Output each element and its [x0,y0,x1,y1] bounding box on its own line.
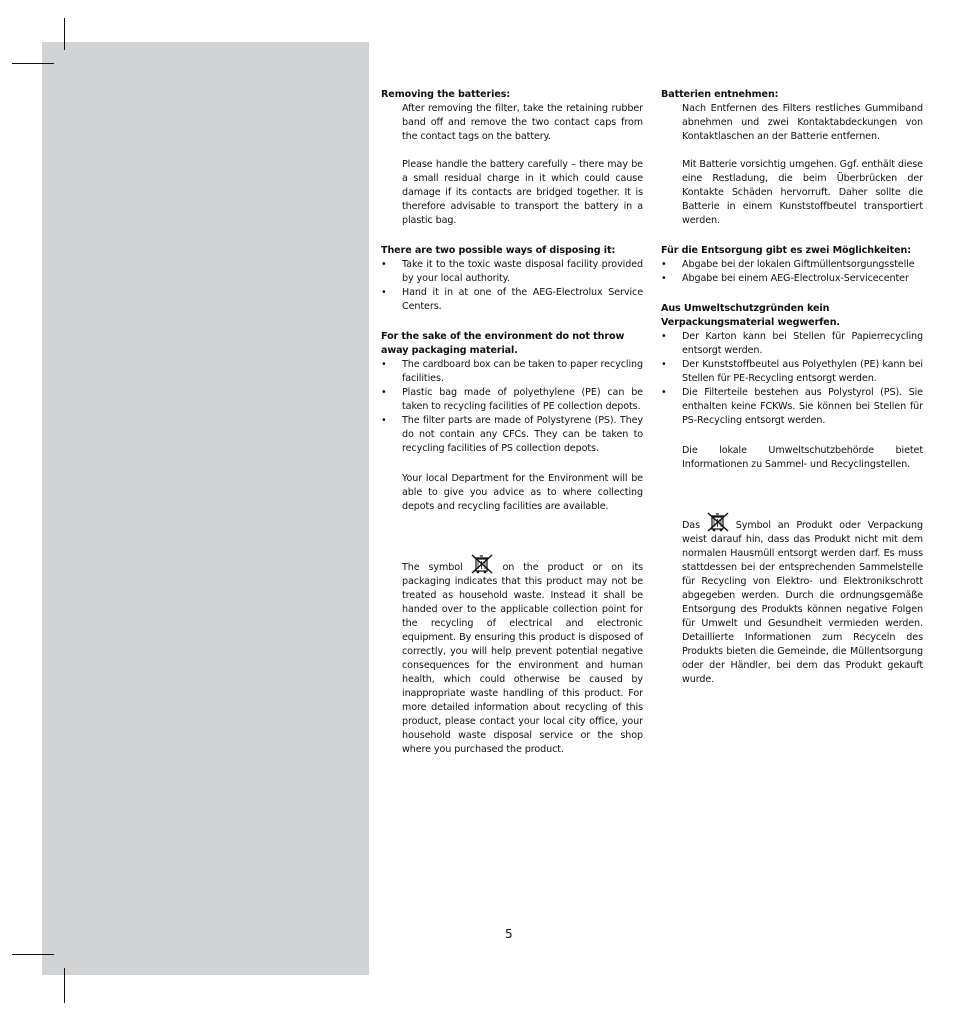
en-environment-paragraph: Your local Department for the Environment will be able to give you advice as to where collecting depots and recycling facilities are available. [402,473,643,512]
bullet-icon: • [661,387,667,398]
de-battery-paragraph-2: Mit Batterie vorsichtig umgehen. Ggf. enthält diese eine Restladung, die beim Überbrücken der Kontakte Schäden hervorruft. Daher sollte die Batterie in einem Kunststoffbeutel transportiert werden. [682,159,923,226]
en-environment-heading: For the sake of the environment do not throw away packaging material. [381,331,625,356]
list-item: • The filter parts are made of Polystyrene (PS). They do not contain any CFCs. They can be taken to recycling facilities of PS collection depots. [381,415,643,454]
bullet-icon: • [381,259,387,270]
en-environment-list [381,358,643,456]
en-dispose-heading: There are two possible ways of disposing it: [381,245,616,256]
crop-mark-top-vertical [64,18,65,50]
en-symbol-paragraph: The symbol on the product or on its packaging indicates that this product may not be treated as household waste. Instead it shall be handed over to the applicable collection point for the recycling of electrical and electronic equipment. By ensuring this product is disposed of correctly, you will help prevent potential negative consequences for the environment and human health, which could otherwise be caused by inappropriate waste handling of this product. For more detailed information about recycling of this product, please contact your local city office, your household waste disposal service or the shop where you purchased the product. [402,554,643,757]
crossed-out-wheelie-bin-icon [471,554,493,574]
en-battery-paragraph-1: After removing the filter, take the retaining rubber band off and remove the two contact caps from the contact tags on the battery. [402,103,643,142]
crop-mark-top-horizontal [12,63,54,64]
list-item: • Abgabe bei einem AEG-Electrolux-Servicecenter [661,273,909,284]
bullet-icon: • [661,331,667,342]
de-dispose-list [661,258,923,286]
english-column [381,88,643,757]
en-battery-heading: Removing the batteries: [381,89,511,100]
en-dispose-list [381,258,643,314]
list-item: • Plastic bag made of polyethylene (PE) can be taken to recycling facilities of PE collection depots. [381,387,643,412]
bullet-icon: • [381,359,387,370]
list-item: • The cardboard box can be taken to paper recycling facilities. [381,359,643,384]
de-dispose-heading: Für die Entsorgung gibt es zwei Möglichkeiten: [661,245,911,256]
list-item: • Abgabe bei der lokalen Giftmüllentsorgungsstelle [661,259,915,270]
crop-mark-bottom-horizontal [12,954,54,955]
de-environment-heading: Aus Umweltschutzgründen kein Verpackungsmaterial wegwerfen. [661,303,840,328]
page-number: 5 [505,927,513,941]
crossed-out-wheelie-bin-icon [707,512,729,532]
gray-side-panel [42,42,369,975]
list-item: • Hand it in at one of the AEG-Electrolux Service Centers. [381,287,643,312]
list-item: • Der Kunststoffbeutel aus Polyethylen (PE) kann bei Stellen für PE-Recycling entsorgt werden. [661,359,923,384]
list-item: • Take it to the toxic waste disposal facility provided by your local authority. [381,259,643,284]
bullet-icon: • [661,259,667,270]
de-symbol-paragraph: Das Symbol an Produkt oder Verpackung weist darauf hin, dass das Produkt nicht mit dem normalen Hausmüll entsorgt werden darf. Es muss stattdessen bei der entsprechenden Sammelstelle für Recycling von Elektro- und Elektronikschrott abgegeben werden. Durch die ordnungsgemäße Entsorgung des Produkts können negative Folgen für Umwelt und Gesundheit vermieden werden. Detaillierte Informationen zum Recyceln des Produkts bieten die Gemeinde, die Müllentsorgung oder der Händler, bei dem das Produkt gekauft wurde. [682,512,923,687]
german-column [661,88,923,687]
bullet-icon: • [661,273,667,284]
de-battery-heading: Batterien entnehmen: [661,89,779,100]
de-battery-paragraph-1: Nach Entfernen des Filters restliches Gummiband abnehmen und zwei Kontaktabdeckungen von Kontaktlaschen an der Batterie entfernen. [682,103,923,142]
en-battery-paragraph-2: Please handle the battery carefully – there may be a small residual charge in it which could cause damage if its contacts are bridged together. It is therefore advisable to transport the battery in a plastic bag. [402,159,643,226]
de-environment-paragraph: Die lokale Umweltschutzbehörde bietet Informationen zu Sammel- und Recyclingstellen. [682,445,923,470]
de-environment-list [661,330,923,428]
bullet-icon: • [661,359,667,370]
list-item: • Die Filterteile bestehen aus Polystyrol (PS). Sie enthalten keine FCKWs. Sie können bei Stellen für PS-Recycling entsorgt werden. [661,387,923,426]
list-item: • Der Karton kann bei Stellen für Papierrecycling entsorgt werden. [661,331,923,356]
bullet-icon: • [381,387,387,398]
crop-mark-bottom-vertical [64,968,65,1003]
bullet-icon: • [381,287,387,298]
bullet-icon: • [381,415,387,426]
